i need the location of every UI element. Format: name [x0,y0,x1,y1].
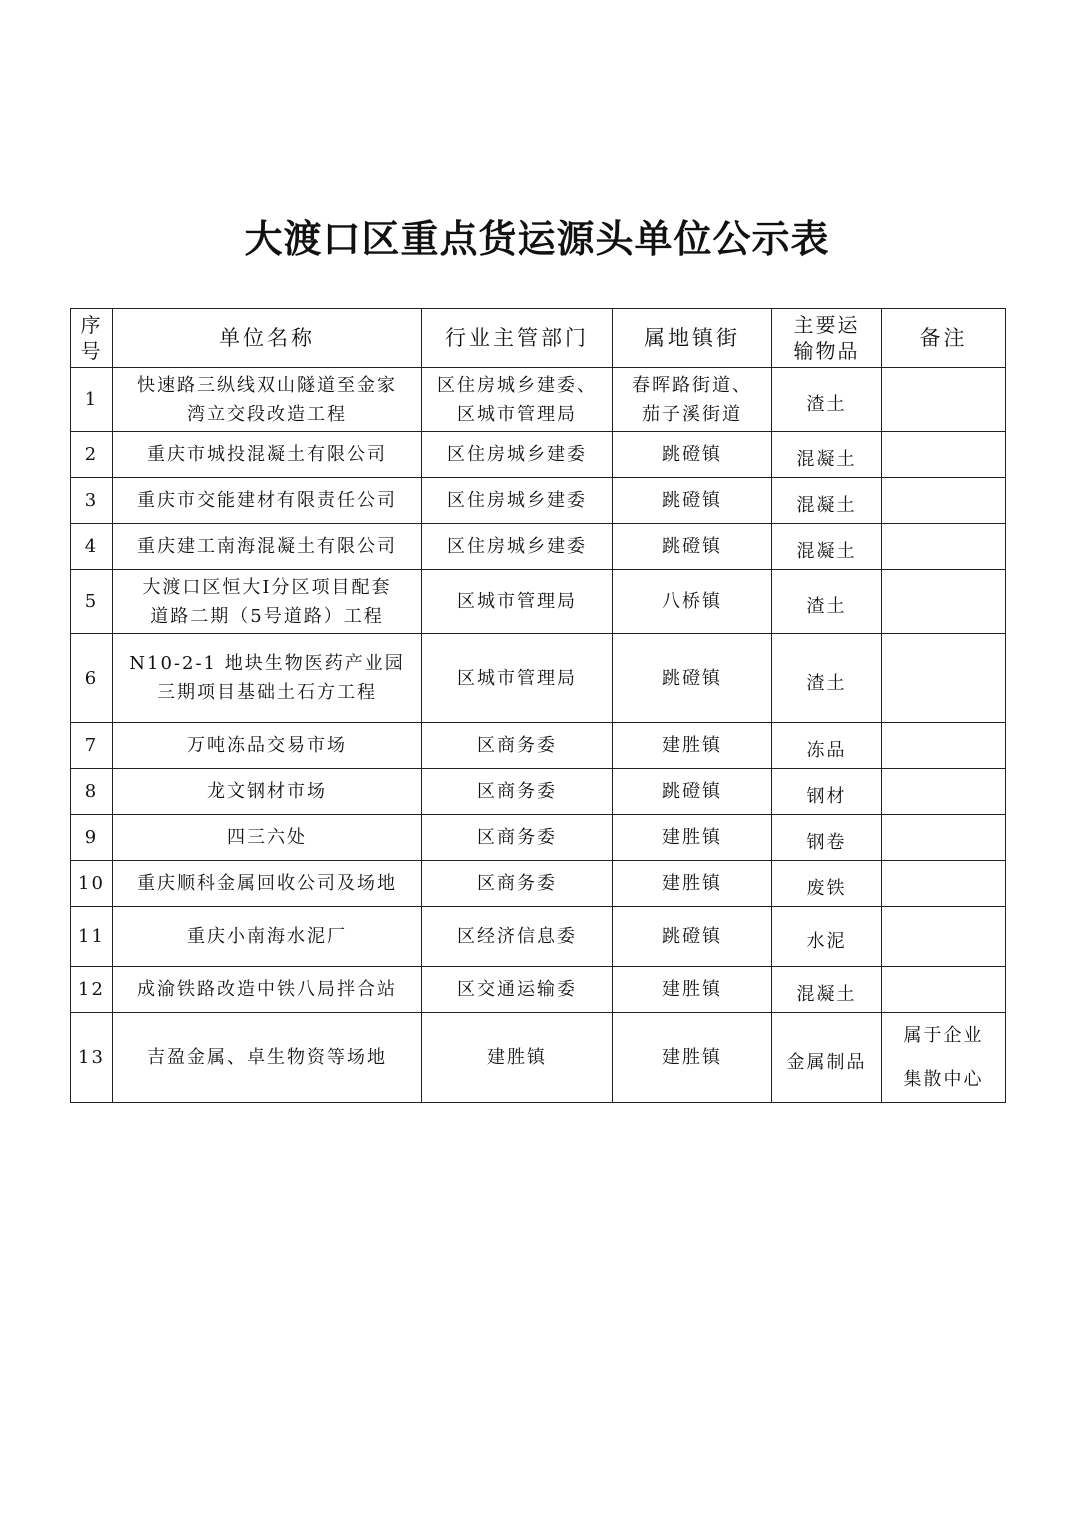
table-row [71,478,1006,524]
row-street: 八桥镇 [613,570,772,634]
row-seq: 5 [71,570,113,634]
row-goods: 混凝土 [772,524,882,570]
row-name: 重庆顺科金属回收公司及场地 [113,861,422,907]
row-street: 建胜镇 [613,861,772,907]
row-street: 跳磴镇 [613,634,772,723]
row-street: 跳磴镇 [613,769,772,815]
row-department: 区住房城乡建委 [422,478,613,524]
row-seq: 8 [71,769,113,815]
row-goods: 混凝土 [772,478,882,524]
row-note [882,723,1006,769]
row-street: 跳磴镇 [613,478,772,524]
row-note [882,907,1006,967]
row-street: 建胜镇 [613,815,772,861]
row-note [882,769,1006,815]
row-department: 区住房城乡建委 [422,432,613,478]
row-seq: 1 [71,368,113,432]
row-street: 跳磴镇 [613,432,772,478]
row-note [882,861,1006,907]
row-name: 万吨冻品交易市场 [113,723,422,769]
row-name: 重庆建工南海混凝土有限公司 [113,524,422,570]
table-row [71,861,1006,907]
row-goods: 钢卷 [772,815,882,861]
header-goods: 主要运 输物品 [772,309,882,368]
row-name: 重庆小南海水泥厂 [113,907,422,967]
row-seq: 7 [71,723,113,769]
row-seq: 10 [71,861,113,907]
row-seq: 9 [71,815,113,861]
row-goods: 钢材 [772,769,882,815]
page-title: 大渡口区重点货运源头单位公示表 [244,216,830,261]
row-street: 春晖路街道、 茄子溪街道 [613,368,772,432]
row-note [882,967,1006,1013]
row-department: 区城市管理局 [422,634,613,723]
table-row [71,769,1006,815]
row-goods: 混凝土 [772,967,882,1013]
row-seq: 3 [71,478,113,524]
row-name: 大渡口区恒大I分区项目配套 道路二期（5号道路）工程 [113,570,422,634]
row-department: 区商务委 [422,723,613,769]
row-department: 区城市管理局 [422,570,613,634]
row-department: 区住房城乡建委、 区城市管理局 [422,368,613,432]
row-department: 区交通运输委 [422,967,613,1013]
table-row [71,723,1006,769]
row-goods: 混凝土 [772,432,882,478]
row-department: 建胜镇 [422,1013,613,1103]
row-note [882,524,1006,570]
row-department: 区商务委 [422,769,613,815]
header-department: 行业主管部门 [422,309,613,368]
row-name: 快速路三纵线双山隧道至金家 湾立交段改造工程 [113,368,422,432]
row-goods: 渣土 [772,634,882,723]
row-goods: 渣土 [772,368,882,432]
row-seq: 12 [71,967,113,1013]
freight-source-table [70,308,1006,1103]
row-goods: 金属制品 [772,1013,882,1103]
row-department: 区住房城乡建委 [422,524,613,570]
row-note [882,634,1006,723]
row-name: 重庆市城投混凝土有限公司 [113,432,422,478]
header-street: 属地镇街 [613,309,772,368]
table-row [71,570,1006,634]
row-name: 吉盈金属、卓生物资等场地 [113,1013,422,1103]
row-note [882,478,1006,524]
row-name: 龙文钢材市场 [113,769,422,815]
row-note [882,432,1006,478]
row-goods: 冻品 [772,723,882,769]
row-seq: 4 [71,524,113,570]
header-name: 单位名称 [113,309,422,368]
row-note [882,368,1006,432]
header-note: 备注 [882,309,1006,368]
table-row [71,967,1006,1013]
table-row [71,634,1006,723]
row-name: 四三六处 [113,815,422,861]
table-row [71,1013,1006,1103]
row-street: 建胜镇 [613,1013,772,1103]
row-street: 跳磴镇 [613,524,772,570]
header-seq: 序 号 [71,309,113,368]
row-street: 建胜镇 [613,723,772,769]
row-street: 跳磴镇 [613,907,772,967]
row-department: 区经济信息委 [422,907,613,967]
table-row [71,524,1006,570]
row-name: N10-2-1 地块生物医药产业园 三期项目基础土石方工程 [113,634,422,723]
row-name: 重庆市交能建材有限责任公司 [113,478,422,524]
row-note [882,570,1006,634]
table-header-row [71,309,1006,368]
row-name: 成渝铁路改造中铁八局拌合站 [113,967,422,1013]
row-goods: 废铁 [772,861,882,907]
row-department: 区商务委 [422,815,613,861]
table-row [71,815,1006,861]
table-row [71,368,1006,432]
row-goods: 渣土 [772,570,882,634]
table-row [71,907,1006,967]
row-note: 属于企业 集散中心 [882,1013,1006,1103]
row-seq: 13 [71,1013,113,1103]
row-goods: 水泥 [772,907,882,967]
row-note [882,815,1006,861]
row-department: 区商务委 [422,861,613,907]
row-street: 建胜镇 [613,967,772,1013]
row-seq: 11 [71,907,113,967]
table-row [71,432,1006,478]
row-seq: 6 [71,634,113,723]
row-seq: 2 [71,432,113,478]
